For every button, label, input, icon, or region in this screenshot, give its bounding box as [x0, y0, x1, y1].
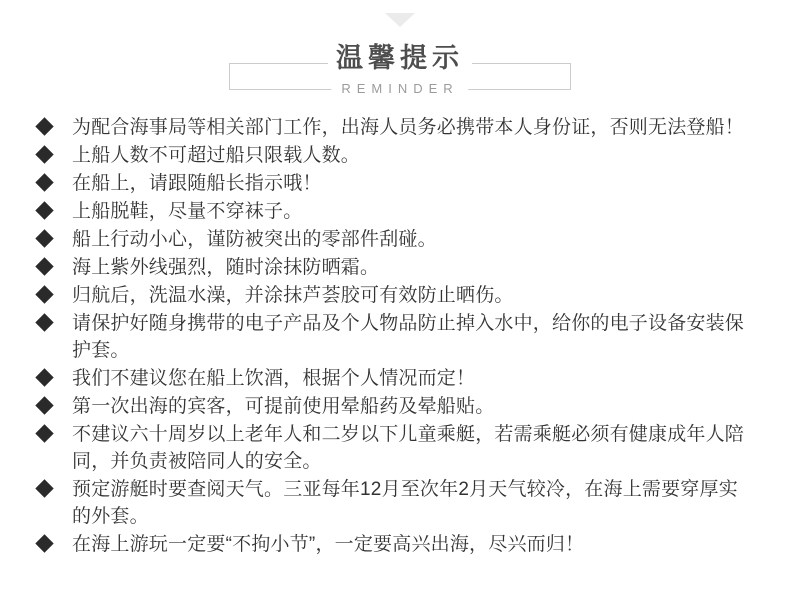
list-item-text: 在海上游玩一定要“不拘小节”，一定要高兴出海，尽兴而归！ [72, 534, 585, 555]
list-item [35, 198, 745, 225]
diamond-bullet-icon [35, 229, 53, 247]
list-item [35, 421, 745, 475]
diamond-bullet-icon [35, 313, 53, 331]
list-item [35, 476, 745, 530]
list-item-text: 上船脱鞋，尽量不穿袜子。 [72, 201, 303, 222]
diamond-bullet-icon [35, 396, 53, 414]
list-item-text: 不建议六十周岁以上老年人和二岁以下儿童乘艇，若需乘艇必须有健康成年人陪同，并负责被陪同人的安全。 [72, 424, 745, 472]
list-item [35, 365, 745, 392]
list-item-text: 上船人数不可超过船只限载人数。 [72, 145, 361, 166]
list-item-text: 第一次出海的宾客，可提前使用晕船药及晕船贴。 [72, 396, 495, 417]
list-item [35, 142, 745, 169]
list-item-text: 在船上，请跟随船长指示哦！ [72, 173, 322, 194]
diamond-bullet-icon [35, 173, 53, 191]
list-item-text: 归航后，洗温水澡，并涂抹芦荟胶可有效防止晒伤。 [72, 285, 514, 306]
reminder-page [0, 13, 800, 558]
diamond-bullet-icon [35, 257, 53, 275]
list-item-text: 海上紫外线强烈，随时涂抹防晒霜。 [72, 257, 380, 278]
list-item [35, 282, 745, 309]
list-item-text: 请保护好随身携带的电子产品及个人物品防止掉入水中，给你的电子设备安装保护套。 [72, 313, 745, 361]
page-subtitle: REMINDER [331, 81, 468, 97]
list-item-text: 为配合海事局等相关部门工作，出海人员务必携带本人身份证，否则无法登船！ [72, 117, 745, 138]
list-item-text: 我们不建议您在船上饮酒，根据个人情况而定！ [72, 368, 476, 389]
list-item [35, 170, 745, 197]
diamond-bullet-icon [35, 117, 53, 135]
list-item [35, 114, 745, 141]
page-title: 温馨提示 [328, 43, 472, 73]
diamond-bullet-icon [35, 201, 53, 219]
header-title-box [229, 43, 571, 96]
down-triangle-icon [385, 13, 415, 27]
list-item-text: 船上行动小心，谨防被突出的零部件刮碰。 [72, 229, 437, 250]
diamond-bullet-icon [35, 479, 53, 497]
reminder-list [35, 114, 745, 558]
diamond-bullet-icon [35, 145, 53, 163]
list-item [35, 226, 745, 253]
list-item [35, 310, 745, 364]
diamond-bullet-icon [35, 368, 53, 386]
list-item-text: 预定游艇时要查阅天气。三亚每年12月至次年2月天气较冷，在海上需要穿厚实的外套。 [72, 479, 738, 527]
list-item [35, 254, 745, 281]
list-item [35, 393, 745, 420]
diamond-bullet-icon [35, 424, 53, 442]
list-item [35, 531, 745, 558]
diamond-bullet-icon [35, 534, 53, 552]
diamond-bullet-icon [35, 285, 53, 303]
